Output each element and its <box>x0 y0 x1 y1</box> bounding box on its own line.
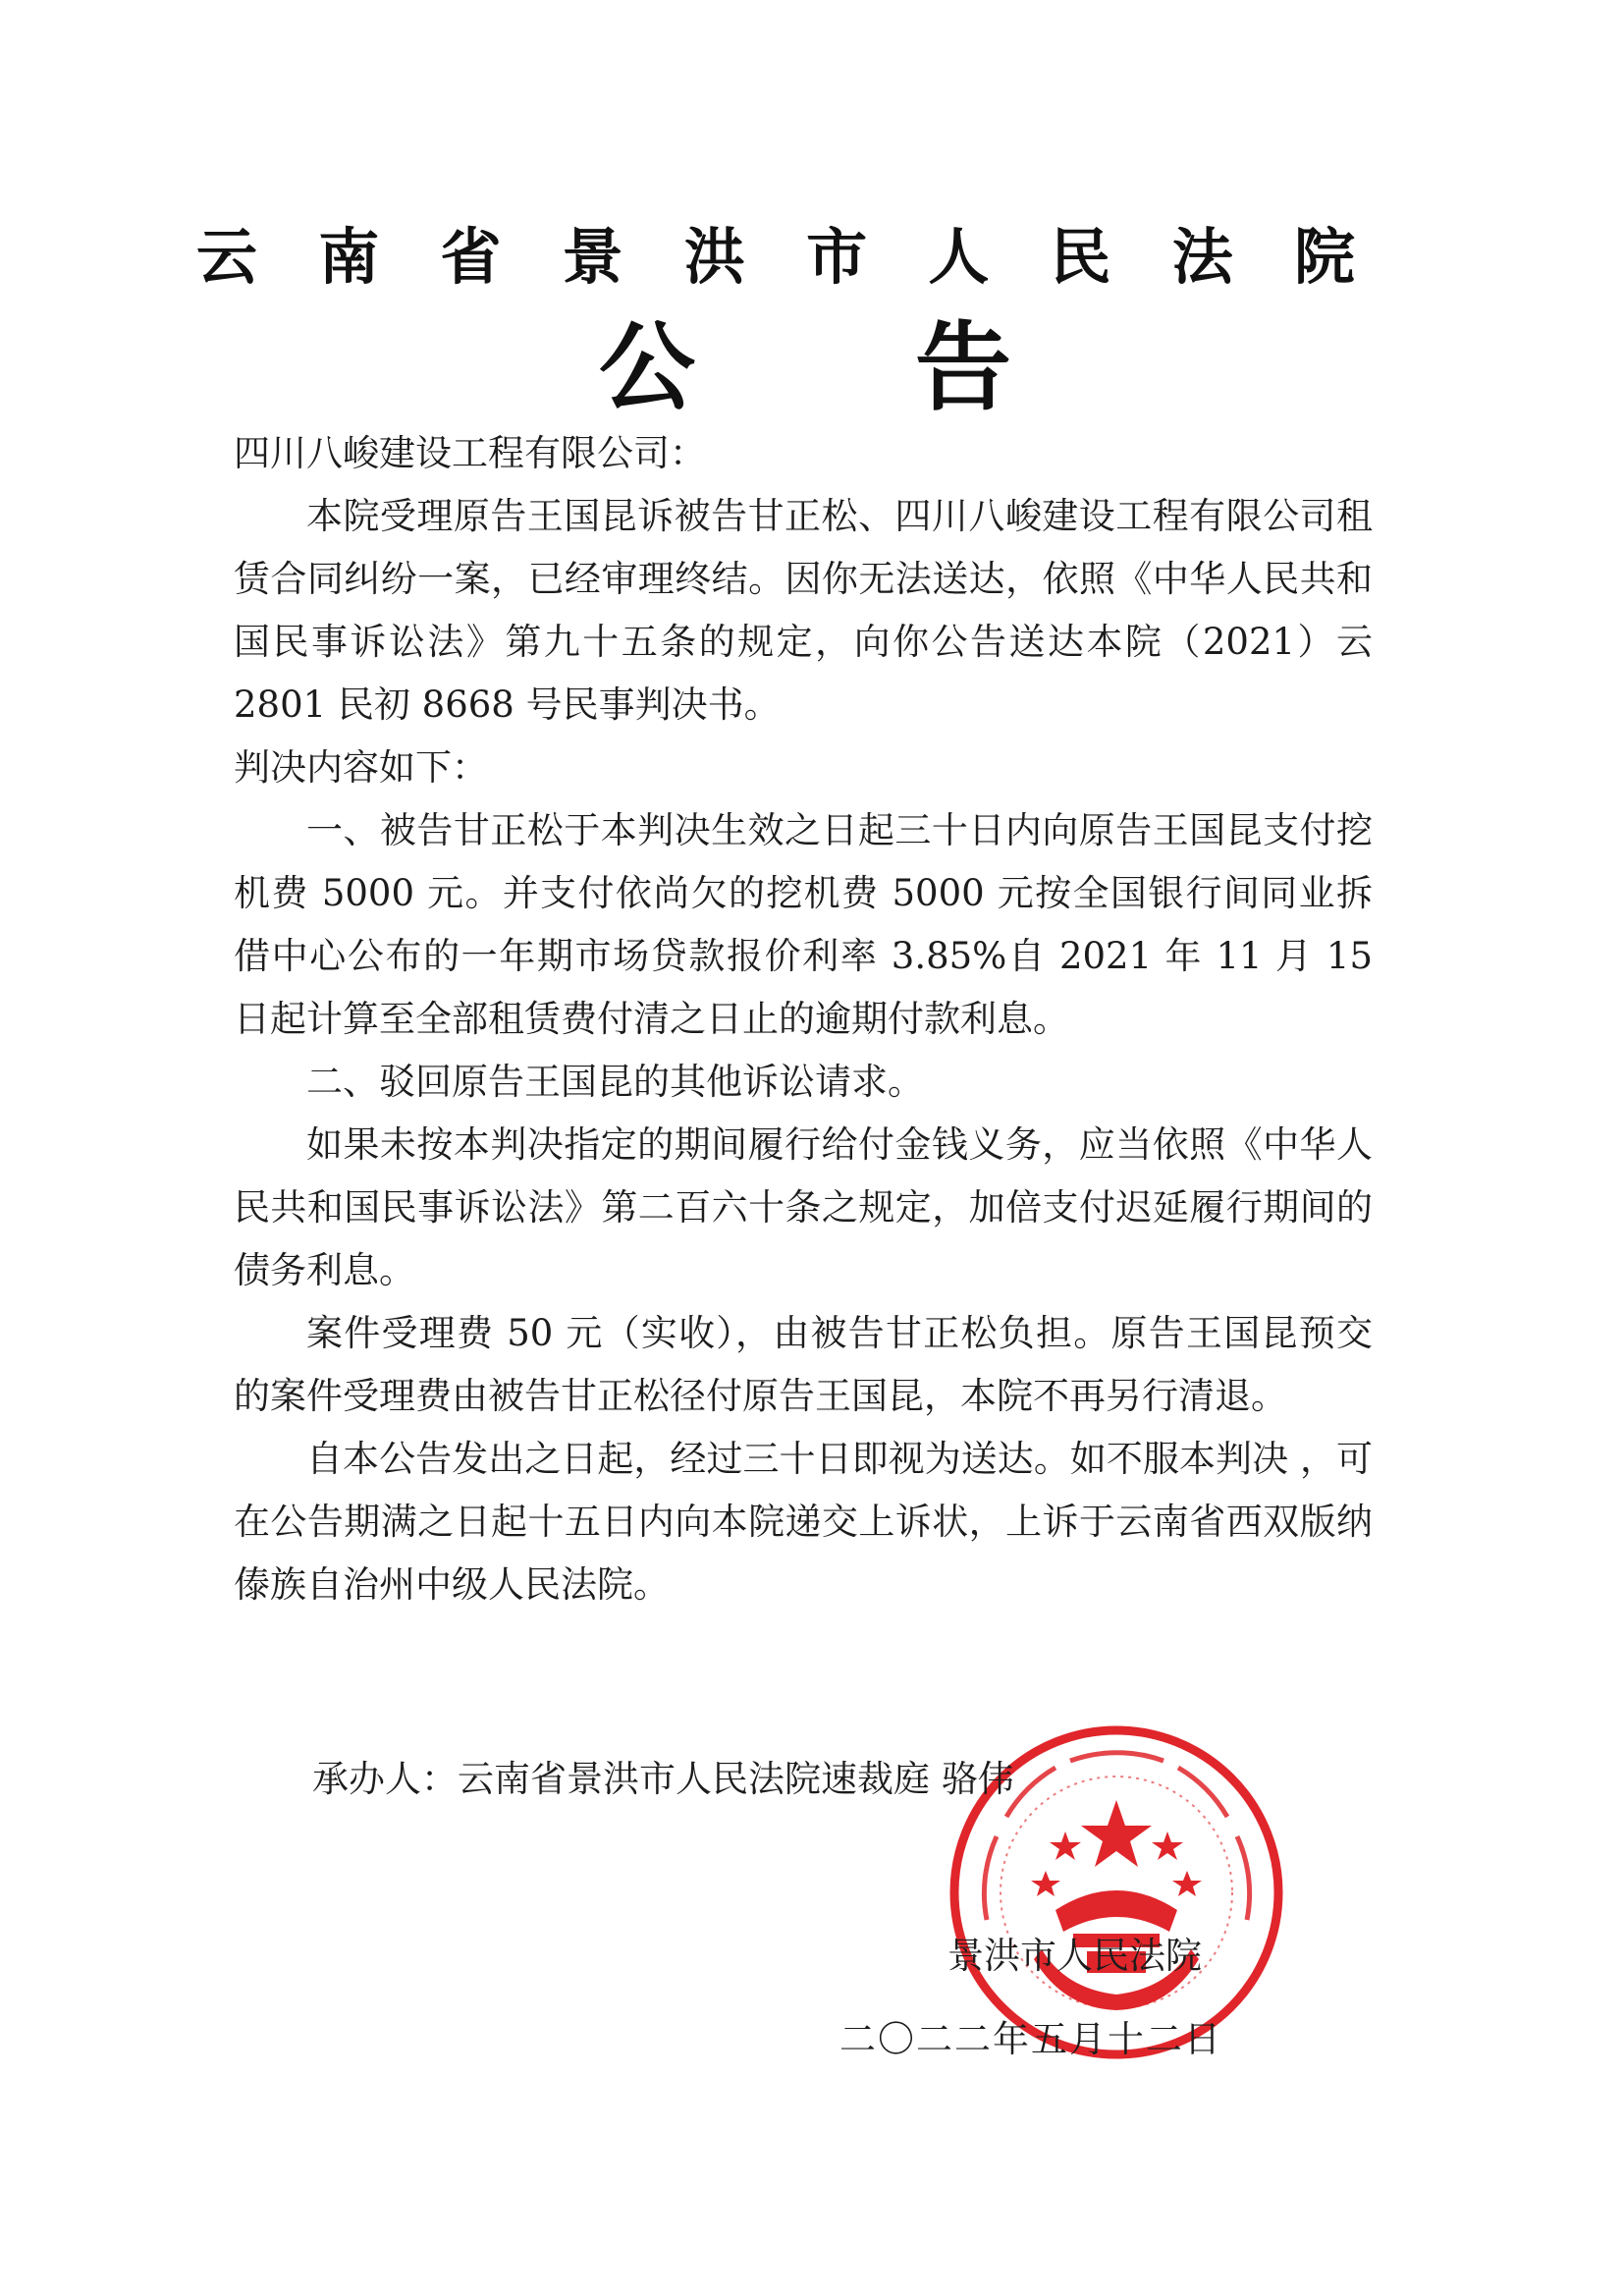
court-name-char: 民 <box>1050 221 1111 293</box>
issuing-court: 景洪市人民法院 <box>947 1935 1202 1977</box>
court-name-char: 洪 <box>683 221 745 293</box>
paragraph-court-fee: 案件受理费 50 元（实收），由被告甘正松负担。原告王国昆预交的案件受理费由被告甘正松径付原告王国昆，本院不再另行清退。 <box>234 1312 1373 1417</box>
court-name-char: 云 <box>196 221 258 293</box>
court-name-char: 市 <box>806 221 868 293</box>
paragraph-judgment-intro: 判决内容如下： <box>234 746 488 789</box>
court-name-char: 法 <box>1171 221 1233 293</box>
court-name-char: 院 <box>1293 221 1355 293</box>
court-name-heading <box>196 208 1355 306</box>
handler-line: 承办人：云南省景洪市人民法院速裁庭 骆伟 <box>312 1758 1014 1800</box>
paragraph-case-service: 本院受理原告王国昆诉被告甘正松、四川八峻建设工程有限公司租赁合同纠纷一案，已经审理终结。因你无法送达，依照《中华人民共和国民事诉讼法》第九十五条的规定，向你公告送达本院（2021）云 2801 民初 8668 号民事判决书。 <box>234 495 1373 726</box>
court-name-char: 人 <box>928 221 990 293</box>
court-name-char: 南 <box>318 221 380 293</box>
paragraph-judgment-item-2: 二、驳回原告王国昆的其他诉讼请求。 <box>306 1061 924 1103</box>
paragraph-appeal: 自本公告发出之日起，经过三十日即视为送达。如不服本判决 ，可在公告期满之日起十五日内向本院递交上诉状，上诉于云南省西双版纳傣族自治州中级人民法院。 <box>234 1438 1373 1606</box>
paragraph-late-payment: 如果未按本判决指定的期间履行给付金钱义务，应当依照《中华人民共和国民事诉讼法》第二百六十条之规定，加倍支付迟延履行期间的债务利息。 <box>234 1123 1373 1291</box>
document-title <box>599 295 1011 442</box>
recipient-line: 四川八峻建设工程有限公司： <box>234 432 706 474</box>
notice-body <box>234 485 1373 1616</box>
document-title-char: 告 <box>914 312 1011 424</box>
court-name-char: 省 <box>440 221 502 293</box>
document-title-char: 公 <box>599 312 696 424</box>
issue-date: 二〇二二年五月十二日 <box>839 2018 1222 2060</box>
court-name-char: 景 <box>562 221 623 293</box>
paragraph-judgment-item-1: 一、被告甘正松于本判决生效之日起三十日内向原告王国昆支付挖机费 5000 元。并支付依尚欠的挖机费 5000 元按全国银行间同业拆借中心公布的一年期市场贷款报价利率 3.85%自 2021 年 11 月 15 日起计算至全部租赁费付清之日止的逾期付款利息。 <box>234 809 1373 1040</box>
